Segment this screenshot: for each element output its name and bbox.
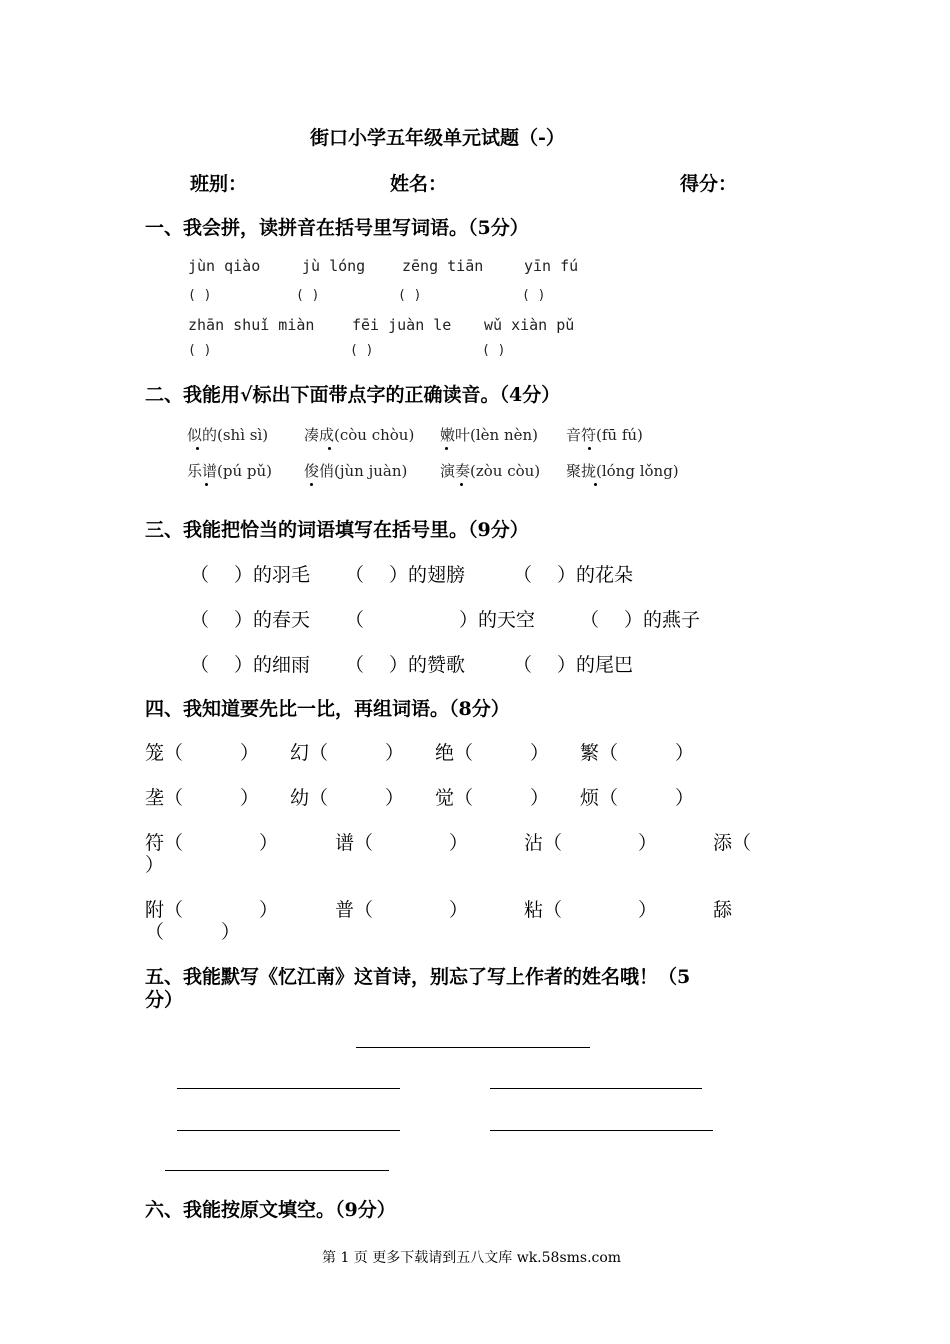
section-3-heading: 三、我能把恰当的词语填写在括号里。（9分） bbox=[145, 519, 529, 541]
word-item[interactable]: 垄（ ） bbox=[145, 787, 260, 809]
answer-blank[interactable]: ( ) bbox=[350, 343, 374, 358]
word-item[interactable]: 烦（ ） bbox=[580, 787, 695, 809]
emphasis-dot bbox=[460, 483, 463, 486]
word-item[interactable]: 附（ ） bbox=[145, 899, 279, 921]
poem-title-line[interactable] bbox=[356, 1047, 590, 1048]
word-item[interactable]: 幻（ ） bbox=[290, 742, 405, 764]
section-5-heading: 五、我能默写《忆江南》这首诗，别忘了写上作者的姓名哦！（5 bbox=[145, 966, 691, 988]
fill-item[interactable]: （ ）的燕子 bbox=[580, 609, 701, 631]
fill-item[interactable]: （ ）的花朵 bbox=[513, 564, 634, 586]
word-item[interactable]: 沾（ ） bbox=[524, 832, 658, 854]
pinyin-item: jù lóng bbox=[302, 257, 366, 275]
emphasis-dot bbox=[445, 447, 448, 450]
poem-line[interactable] bbox=[490, 1088, 702, 1089]
author-line[interactable] bbox=[165, 1170, 389, 1171]
word-item[interactable]: 舔 bbox=[713, 899, 733, 921]
word-item-wrap[interactable]: （ ） bbox=[145, 921, 241, 943]
answer-blank[interactable]: ( ) bbox=[522, 288, 546, 303]
pinyin-item: jùn qiào bbox=[188, 257, 261, 275]
word-item[interactable]: 绝（ ） bbox=[435, 742, 550, 764]
section-2-heading: 二、我能用√标出下面带点字的正确读音。（4分） bbox=[145, 384, 561, 406]
answer-blank[interactable]: ( ) bbox=[296, 288, 320, 303]
emphasis-dot bbox=[310, 483, 313, 486]
poem-line[interactable] bbox=[177, 1088, 400, 1089]
word-item[interactable]: 觉（ ） bbox=[435, 787, 550, 809]
tone-choice[interactable]: 凑成(còu chòu) bbox=[304, 426, 415, 444]
pinyin-item: wǔ xiàn pǔ bbox=[484, 316, 575, 334]
fill-item[interactable]: （ ）的尾巴 bbox=[513, 654, 634, 676]
answer-blank[interactable]: ( ) bbox=[482, 343, 506, 358]
tone-choice[interactable]: 似的(shì sì) bbox=[187, 426, 269, 444]
word-item[interactable]: 普（ ） bbox=[335, 899, 469, 921]
score-label: 得分： bbox=[680, 173, 738, 195]
fill-item[interactable]: （ ）的天空 bbox=[345, 609, 536, 631]
tone-choice[interactable]: 乐谱(pú pǔ) bbox=[187, 462, 272, 480]
section-5-heading-wrap: 分） bbox=[145, 989, 184, 1011]
word-item[interactable]: 笼（ ） bbox=[145, 742, 260, 764]
emphasis-dot bbox=[328, 447, 331, 450]
pinyin-item: fēi juàn le bbox=[352, 316, 452, 334]
tone-choice[interactable]: 聚拢(lóng lǒng) bbox=[566, 462, 679, 480]
word-item[interactable]: 符（ ） bbox=[145, 832, 279, 854]
poem-line[interactable] bbox=[490, 1130, 713, 1131]
fill-item[interactable]: （ ）的赞歌 bbox=[345, 654, 466, 676]
word-item[interactable]: 添（ bbox=[713, 832, 752, 854]
name-label: 姓名： bbox=[390, 173, 448, 195]
answer-blank[interactable]: ( ) bbox=[398, 288, 422, 303]
page-title: 街口小学五年级单元试题（-） bbox=[310, 127, 565, 149]
tone-choice[interactable]: 音符(fū fú) bbox=[566, 426, 643, 444]
section-1-heading: 一、我会拼，读拼音在括号里写词语。（5分） bbox=[145, 217, 529, 239]
fill-item[interactable]: （ ）的羽毛 bbox=[190, 564, 311, 586]
section-4-heading: 四、我知道要先比一比，再组词语。（8分） bbox=[145, 698, 510, 720]
answer-blank[interactable]: ( ) bbox=[188, 288, 212, 303]
word-item[interactable]: 谱（ ） bbox=[335, 832, 469, 854]
emphasis-dot bbox=[594, 483, 597, 486]
pinyin-item: zhān shuǐ miàn bbox=[188, 316, 315, 334]
fill-item[interactable]: （ ）的翅膀 bbox=[345, 564, 466, 586]
answer-blank[interactable]: ( ) bbox=[188, 343, 212, 358]
section-6-heading: 六、我能按原文填空。（9分） bbox=[145, 1199, 396, 1221]
word-item[interactable]: 繁（ ） bbox=[580, 742, 695, 764]
emphasis-dot bbox=[196, 447, 199, 450]
pinyin-item: zēng tiān bbox=[402, 257, 484, 275]
fill-item[interactable]: （ ）的细雨 bbox=[190, 654, 311, 676]
fill-item[interactable]: （ ）的春天 bbox=[190, 609, 311, 631]
tone-choice[interactable]: 俊俏(jùn juàn) bbox=[304, 462, 408, 480]
tone-choice[interactable]: 演奏(zòu còu) bbox=[440, 462, 541, 480]
pinyin-item: yīn fú bbox=[524, 257, 579, 275]
word-item[interactable]: 幼（ ） bbox=[290, 787, 405, 809]
class-label: 班别： bbox=[190, 173, 248, 195]
emphasis-dot bbox=[588, 447, 591, 450]
tone-choice[interactable]: 嫩叶(lèn nèn) bbox=[440, 426, 539, 444]
word-item[interactable]: 粘（ ） bbox=[524, 899, 658, 921]
word-item-wrap: ） bbox=[145, 854, 165, 876]
poem-line[interactable] bbox=[177, 1130, 400, 1131]
emphasis-dot bbox=[205, 483, 208, 486]
page-footer: 第 1 页 更多下载请到五八文库 wk.58sms.com bbox=[322, 1250, 622, 1266]
